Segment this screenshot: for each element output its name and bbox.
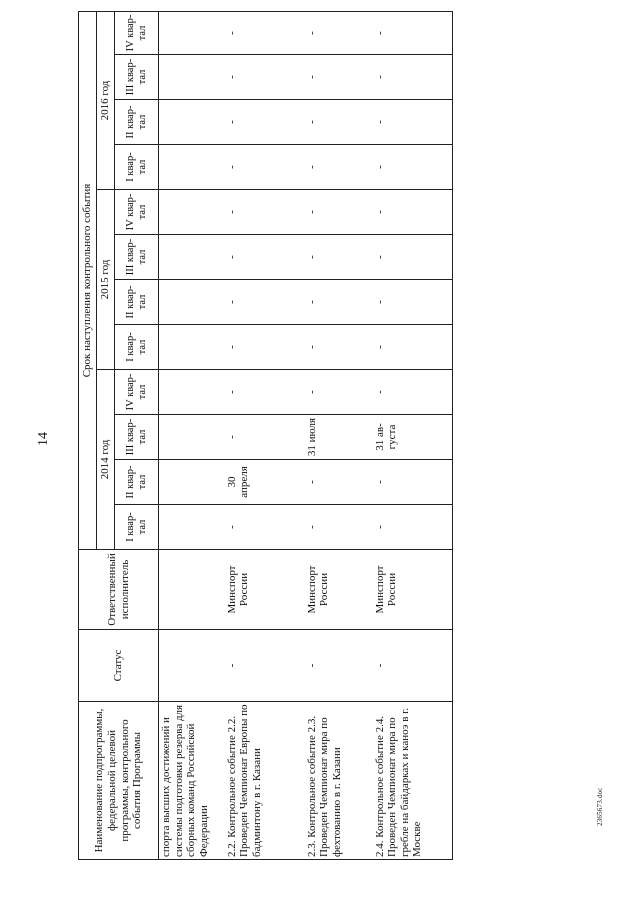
header-quarter: II квар-тал (115, 280, 159, 325)
row-cell (159, 460, 225, 505)
row-cell: - (305, 145, 373, 190)
header-year-2015: 2015 год (97, 190, 115, 370)
row-status: - (373, 630, 453, 702)
header-year-2014: 2014 год (97, 370, 115, 550)
row-cell (159, 55, 225, 100)
row-cell: - (305, 12, 373, 55)
row-cell: - (373, 145, 453, 190)
row-cell: - (305, 370, 373, 415)
row-cell (159, 100, 225, 145)
page-number: 14 (36, 432, 51, 446)
row-responsible: Минспорт России (305, 550, 373, 630)
row-responsible: Минспорт России (373, 550, 453, 630)
row-cell: 30 апреля (225, 460, 305, 505)
row-cell (159, 325, 225, 370)
row-cell (159, 370, 225, 415)
row-cell: - (373, 280, 453, 325)
row-cell (159, 235, 225, 280)
row-cell: - (373, 12, 453, 55)
row-cell: - (225, 100, 305, 145)
row-cell: 31 июля (305, 415, 373, 460)
row-cell: - (373, 460, 453, 505)
row-cell: - (225, 415, 305, 460)
table-row (225, 12, 305, 860)
row-cell: - (225, 145, 305, 190)
row-cell: - (373, 55, 453, 100)
row-cell: - (305, 55, 373, 100)
row-cell (159, 145, 225, 190)
header-quarter: III квар-тал (115, 415, 159, 460)
row-cell (159, 505, 225, 550)
row-cell: - (225, 370, 305, 415)
rotated-table-container (78, 12, 424, 860)
row-cell: 31 ав-густа (373, 415, 453, 460)
row-status (159, 630, 225, 702)
row-cell: - (373, 235, 453, 280)
row-status: - (305, 630, 373, 702)
row-cell: - (373, 505, 453, 550)
header-quarter: I квар-тал (115, 145, 159, 190)
row-name: 2.2. Контрольное событие 2.2. Проведен Чемпионат Европы по бадминтону в г. Казани (225, 702, 305, 860)
row-cell: - (373, 100, 453, 145)
row-cell: - (225, 505, 305, 550)
header-deadline: Срок наступления контрольного события (79, 12, 97, 550)
row-cell: - (373, 325, 453, 370)
row-cell: - (373, 370, 453, 415)
row-cell: - (305, 505, 373, 550)
row-cell: - (225, 55, 305, 100)
header-quarter: I квар-тал (115, 505, 159, 550)
row-cell: - (305, 460, 373, 505)
header-year-2016: 2016 год (97, 12, 115, 190)
row-name: спорта высших достижений и системы подготовки резерва для сборных команд Российской Федерации (159, 702, 225, 860)
table-row (373, 12, 453, 860)
row-cell: - (305, 100, 373, 145)
row-cell: - (305, 280, 373, 325)
table-row (305, 12, 373, 860)
header-responsible: Ответственный исполнитель (79, 550, 159, 630)
header-quarter: I квар-тал (115, 325, 159, 370)
row-cell: - (305, 235, 373, 280)
header-quarter: IV квар-тал (115, 370, 159, 415)
row-responsible (159, 550, 225, 630)
header-name: Наименование подпрограммы, федеральной целевой программы, контрольного события Программы (79, 702, 159, 860)
row-name: 2.3. Контрольное событие 2.3. Проведен Чемпионат мира по фехтованию в г. Казани (305, 702, 373, 860)
footer-filename: 2365673.doc (596, 787, 604, 826)
row-responsible: Минспорт России (225, 550, 305, 630)
header-status: Статус (79, 630, 159, 702)
row-cell (159, 415, 225, 460)
row-cell (159, 190, 225, 235)
control-events-table (78, 11, 453, 860)
header-quarter: III квар-тал (115, 235, 159, 280)
row-cell: - (225, 280, 305, 325)
row-cell (159, 12, 225, 55)
header-quarter: IV квар-тал (115, 190, 159, 235)
row-cell: - (305, 190, 373, 235)
row-status: - (225, 630, 305, 702)
row-name: 2.4. Контрольное событие 2.4. Проведен Чемпионат мира по гребле на байдарках и каноэ в г. Москве (373, 702, 453, 860)
header-quarter: III квар-тал (115, 55, 159, 100)
row-cell: - (373, 190, 453, 235)
row-cell: - (225, 190, 305, 235)
row-cell: - (305, 325, 373, 370)
table-row (159, 12, 225, 860)
row-cell: - (225, 325, 305, 370)
row-cell: - (225, 12, 305, 55)
header-quarter: II квар-тал (115, 460, 159, 505)
header-quarter: II квар-тал (115, 100, 159, 145)
header-quarter: IV квар-тал (115, 12, 159, 55)
row-cell: - (225, 235, 305, 280)
row-cell (159, 280, 225, 325)
